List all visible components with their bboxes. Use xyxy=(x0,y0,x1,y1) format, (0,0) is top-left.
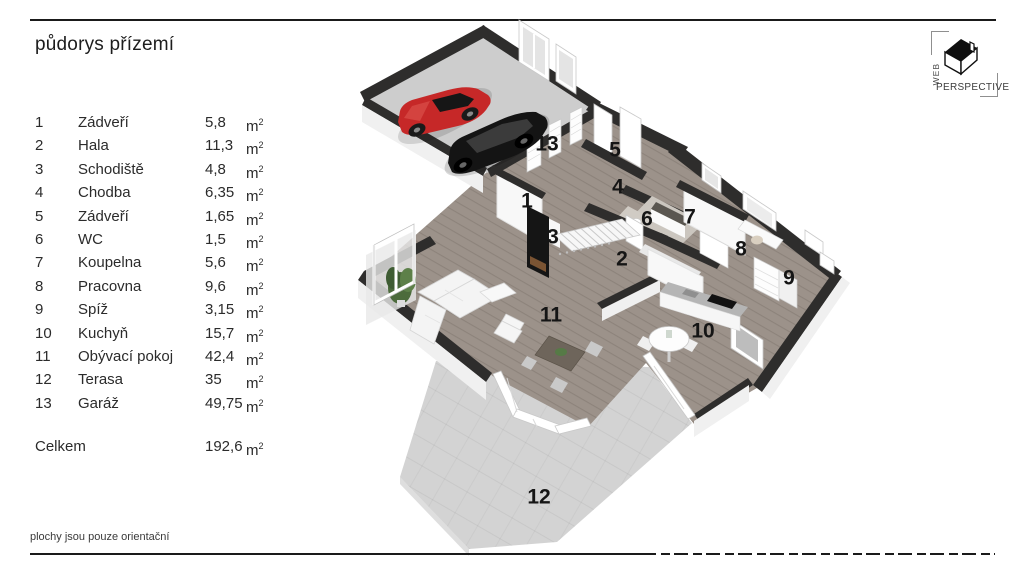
page-title: půdorys přízemí xyxy=(35,34,175,55)
room-area: 42,4 xyxy=(205,348,235,366)
room-area-unit: $m^2$ xyxy=(246,374,264,393)
room-name: Obývací pokoj xyxy=(78,348,174,366)
room-number: 6 xyxy=(35,231,44,249)
room-name: WC xyxy=(78,231,103,249)
room-area-unit: $m^2$ xyxy=(246,210,264,229)
legend-total-label: Celkem xyxy=(35,438,86,456)
room-name: Terasa xyxy=(78,371,124,389)
bottom-rule xyxy=(30,553,642,555)
room-area: 15,7 xyxy=(205,324,235,342)
room-area: 5,6 xyxy=(205,254,226,272)
room-name: Zádveří xyxy=(78,114,129,131)
room-label-6: 6 xyxy=(641,207,653,231)
house-icon xyxy=(939,32,987,82)
room-number: 3 xyxy=(35,160,44,178)
room-area-unit: $m^2$ xyxy=(246,163,264,182)
room-area-unit: $m^2$ xyxy=(246,327,264,346)
room-label-3: 3 xyxy=(547,225,559,249)
room-label-9: 9 xyxy=(783,266,795,290)
room-area-unit: $m^2$ xyxy=(246,187,264,206)
room-name: Zádveří xyxy=(78,207,129,225)
room-label-12: 12 xyxy=(527,485,551,509)
room-number: 1 xyxy=(35,114,44,131)
room-number: 2 xyxy=(35,137,44,155)
room-area: 3,15 xyxy=(205,301,235,319)
room-area-unit: $m^2$ xyxy=(246,304,264,323)
room-name: Koupelna xyxy=(78,254,142,272)
room-area: 35 xyxy=(205,371,222,389)
footer-note: plochy jsou pouze orientační xyxy=(30,531,170,543)
room-area: 9,6 xyxy=(205,277,226,295)
room-label-13: 13 xyxy=(535,132,559,156)
room-label-2: 2 xyxy=(616,247,628,271)
room-name: Chodba xyxy=(78,184,131,202)
room-label-8: 8 xyxy=(735,237,747,261)
room-number: 13 xyxy=(35,394,52,412)
room-area-unit: $m^2$ xyxy=(246,351,264,370)
room-label-10: 10 xyxy=(691,319,715,343)
logo-text-perspective: PERSPECTIVE xyxy=(936,82,1010,93)
room-number: 12 xyxy=(35,371,52,389)
room-name: Pracovna xyxy=(78,277,142,295)
room-label-7: 7 xyxy=(684,205,696,229)
room-label-4: 4 xyxy=(612,175,624,199)
room-number: 7 xyxy=(35,254,44,272)
room-area-unit: $m^2$ xyxy=(246,257,264,276)
room-area: 5,8 xyxy=(205,114,226,131)
room-area: 4,8 xyxy=(205,160,226,178)
room-number: 4 xyxy=(35,184,44,202)
room-name: Hala xyxy=(78,137,109,155)
room-area: 49,75 xyxy=(205,394,243,412)
webperspective-logo xyxy=(925,26,1010,108)
room-area: 6,35 xyxy=(205,184,235,202)
room-area-unit: $m^2$ xyxy=(246,280,264,299)
logo-text-web: WEB xyxy=(931,63,941,86)
legend-total-area: 192,6 xyxy=(205,438,243,456)
legend-total-unit: $m^2$ xyxy=(246,441,264,460)
bottom-rule-dashed xyxy=(642,553,995,555)
room-number: 5 xyxy=(35,207,44,225)
fireplace xyxy=(527,206,549,278)
room-area-unit: $m^2$ xyxy=(246,117,264,135)
room-label-5: 5 xyxy=(609,138,621,162)
room-area-unit: $m^2$ xyxy=(246,397,264,416)
room-area-unit: $m^2$ xyxy=(246,234,264,253)
room-number: 10 xyxy=(35,324,52,342)
room-name: Schodiště xyxy=(78,160,144,178)
room-number: 8 xyxy=(35,277,44,295)
room-label-11: 11 xyxy=(539,303,563,327)
room-name: Spíž xyxy=(78,301,109,319)
room-area: 1,5 xyxy=(205,231,226,249)
room-area-unit: $m^2$ xyxy=(246,140,264,159)
room-number: 9 xyxy=(35,301,44,319)
room-area: 11,3 xyxy=(205,137,234,155)
room-name: Garáž xyxy=(78,394,119,412)
room-area: 1,65 xyxy=(205,207,235,225)
room-label-1: 1 xyxy=(521,189,533,213)
room-name: Kuchyň xyxy=(78,324,129,342)
room-number: 11 xyxy=(35,348,51,366)
